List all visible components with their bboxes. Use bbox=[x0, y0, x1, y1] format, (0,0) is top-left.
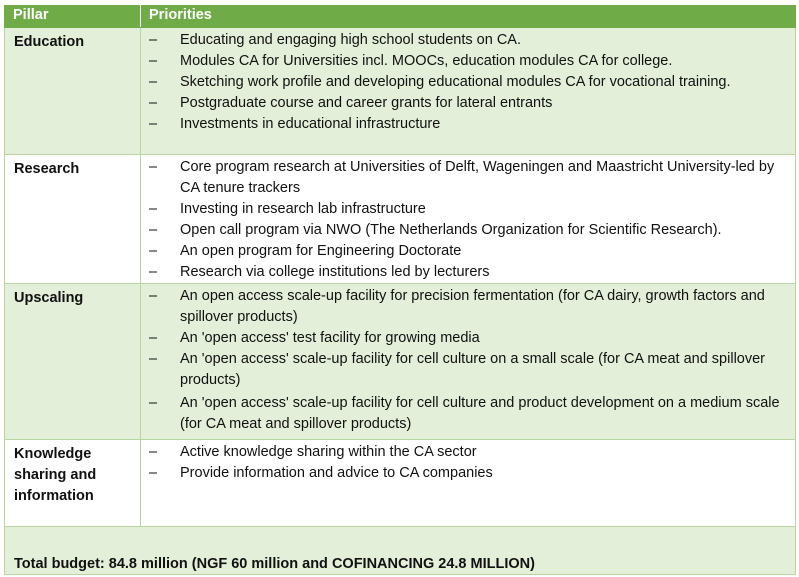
item-text: Research via college institutions led by lecturers bbox=[180, 264, 490, 280]
priority-list bbox=[149, 30, 789, 135]
bullet-dash: – bbox=[149, 395, 158, 411]
item-text: Modules CA for Universities incl. MOOCs, education modules CA for college. bbox=[180, 53, 673, 69]
bullet-dash: – bbox=[149, 159, 158, 175]
priority-list bbox=[149, 442, 789, 484]
bullet-dash: – bbox=[149, 222, 158, 238]
table-row-research bbox=[5, 155, 796, 284]
list-item bbox=[149, 241, 789, 262]
pillars-table bbox=[4, 5, 796, 575]
list-item bbox=[149, 328, 789, 349]
priority-list bbox=[149, 286, 789, 435]
list-item bbox=[149, 199, 789, 220]
bullet-dash: – bbox=[149, 330, 158, 346]
bullet-dash: – bbox=[149, 116, 158, 132]
table-header-row bbox=[5, 6, 796, 28]
item-text: An 'open access' scale-up facility for cell culture on a small scale (for CA meat and spillover products) bbox=[180, 351, 765, 388]
item-text: Educating and engaging high school students on CA. bbox=[180, 32, 521, 48]
bullet-dash: – bbox=[149, 32, 158, 48]
header-priorities: Priorities bbox=[141, 6, 796, 28]
bullet-dash: – bbox=[149, 264, 158, 280]
item-text: Sketching work profile and developing educational modules CA for vocational training. bbox=[180, 74, 731, 90]
item-text: An 'open access' scale-up facility for cell culture and product development on a medium scale (for CA meat and spillover products) bbox=[180, 395, 780, 432]
bullet-dash: – bbox=[149, 74, 158, 90]
pillar-cell: Knowledge sharing and information bbox=[5, 440, 141, 527]
priority-list bbox=[149, 157, 789, 283]
item-text: Active knowledge sharing within the CA sector bbox=[180, 444, 477, 460]
item-text: Open call program via NWO (The Netherlands Organization for Scientific Research). bbox=[180, 222, 722, 238]
item-text: Postgraduate course and career grants for lateral entrants bbox=[180, 95, 553, 111]
list-item bbox=[149, 72, 789, 93]
table-row-education bbox=[5, 28, 796, 155]
bullet-dash: – bbox=[149, 201, 158, 217]
list-item bbox=[149, 93, 789, 114]
list-item bbox=[149, 463, 789, 484]
list-item bbox=[149, 349, 789, 391]
pillar-cell: Education bbox=[5, 28, 141, 155]
item-text: An open access scale-up facility for precision fermentation (for CA dairy, growth factors and spillover products) bbox=[180, 288, 765, 325]
priorities-cell bbox=[141, 284, 796, 440]
table-row-upscaling bbox=[5, 284, 796, 440]
list-item bbox=[149, 262, 789, 283]
item-text: An open program for Engineering Doctorate bbox=[180, 243, 462, 259]
list-item bbox=[149, 393, 789, 435]
item-text: Provide information and advice to CA companies bbox=[180, 465, 493, 481]
bullet-dash: – bbox=[149, 351, 158, 367]
list-item bbox=[149, 30, 789, 51]
item-text: An 'open access' test facility for growing media bbox=[180, 330, 480, 346]
item-text: Investments in educational infrastructure bbox=[180, 116, 441, 132]
total-budget: Total budget: 84.8 million (NGF 60 million and COFINANCING 24.8 MILLION) bbox=[5, 527, 796, 575]
pillar-cell: Research bbox=[5, 155, 141, 284]
priorities-cell bbox=[141, 28, 796, 155]
list-item bbox=[149, 51, 789, 72]
bullet-dash: – bbox=[149, 95, 158, 111]
priorities-cell bbox=[141, 155, 796, 284]
bullet-dash: – bbox=[149, 444, 158, 460]
bullet-dash: – bbox=[149, 243, 158, 259]
priorities-cell bbox=[141, 440, 796, 527]
list-item bbox=[149, 114, 789, 135]
bullet-dash: – bbox=[149, 288, 158, 304]
list-item bbox=[149, 157, 789, 199]
item-text: Core program research at Universities of Delft, Wageningen and Maastricht University-led by CA tenure trackers bbox=[180, 159, 775, 196]
item-text: Investing in research lab infrastructure bbox=[180, 201, 426, 217]
table-row-knowledge bbox=[5, 440, 796, 527]
bullet-dash: – bbox=[149, 465, 158, 481]
pillar-cell: Upscaling bbox=[5, 284, 141, 440]
header-pillar: Pillar bbox=[5, 6, 141, 28]
list-item bbox=[149, 286, 789, 328]
list-item bbox=[149, 220, 789, 241]
bullet-dash: – bbox=[149, 53, 158, 69]
total-budget-row bbox=[5, 527, 796, 575]
list-item bbox=[149, 442, 789, 463]
